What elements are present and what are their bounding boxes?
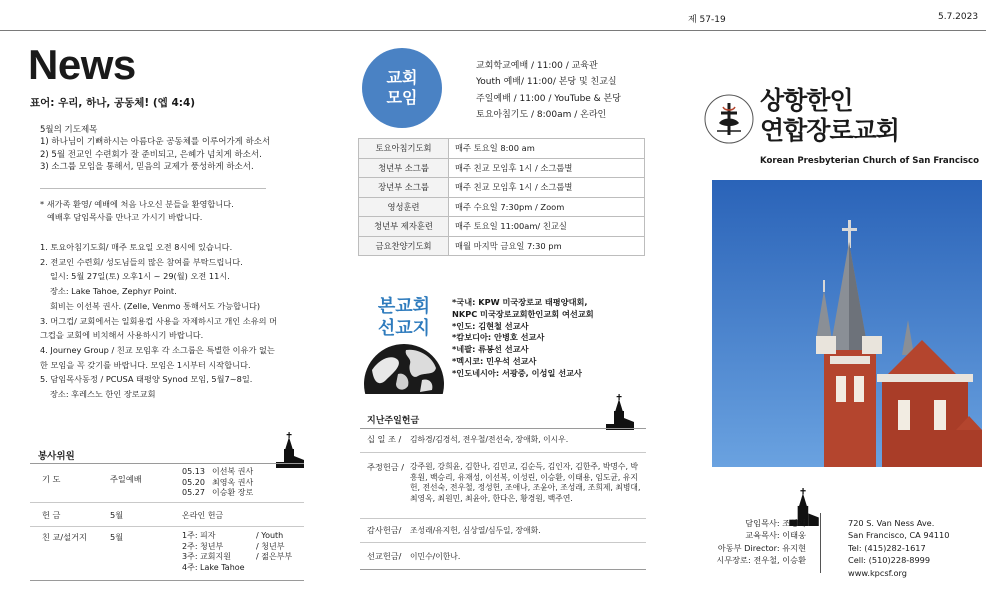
prayer-item: 3) 소그룹 모임을 통해서, 믿음의 교제가 풍성하게 하소서. [40, 162, 254, 172]
mission-item: *캄보디아: 안병호 선교사 [452, 332, 545, 343]
notice-item: 일시: 5월 27일(토) 오후1시 ~ 29(월) 오전 11시. [50, 271, 230, 282]
worship-line: 교회학교예배 / 11:00 / 교육관 [476, 61, 598, 71]
news-motto: 표어: 우리, 하나, 공동체! (엡 4:4) [30, 97, 196, 109]
cell-line: Cell: (510)228-8999 [848, 555, 931, 566]
table-row [359, 236, 645, 256]
schedule-time: 매주 친교 모임후 1시 / 소그룹별 [449, 178, 645, 198]
welcome-line: 예배후 담임목사를 만나고 가시기 바랍니다. [47, 212, 203, 222]
divider [360, 452, 646, 453]
divider [820, 513, 821, 573]
prayer-list [40, 136, 270, 174]
table-row [359, 178, 645, 198]
schedule-time: 매주 수요일 7:30pm / Zoom [449, 197, 645, 217]
welcome-line: * 새가족 환영/ 예배에 처음 나오신 분들을 환영합니다. [40, 199, 234, 209]
offering-names: 이민수/이한나. [410, 552, 461, 561]
schedule-name: 영성훈련 [359, 197, 449, 217]
contact-info [848, 517, 949, 579]
worship-line: 주일예배 / 11:00 / YouTube & 본당 [476, 93, 621, 104]
staff-line: 아동부 Director: 유지현 [717, 542, 806, 553]
schedule-table [358, 138, 645, 256]
phone-line: Tel: (415)282-1617 [848, 542, 926, 553]
mission-item: *인도: 김현철 선교사 [452, 320, 529, 331]
issue-date: 5.7.2023 [938, 12, 979, 22]
schedule-name: 청년부 소그룹 [359, 158, 449, 178]
mission-item: *인도네시아: 서광중, 이성일 선교사 [452, 367, 582, 378]
news-title: News [28, 41, 136, 88]
divider [40, 188, 266, 189]
divider [30, 502, 304, 503]
church-name [760, 86, 899, 146]
notice-item: 그컵을 교회에 비치해서 사용하시기 바랍니다. [40, 330, 204, 341]
offering-label: 선교헌금/ [367, 551, 402, 561]
table-row [359, 158, 645, 178]
fellowship-weeks [182, 531, 245, 573]
offering-names: 강주원, 강희윤, 김한나, 김민교, 김순득, 김인자, 김한주, 박명수, 박흥원, 백승리, 유재성, 이선복, 이성린, 이승환, 이태용, 임도균, 유지헌, 전선숙, 전우철, 정성헌, 조애나, 조윤아, 조성래, 조희제, 최병대, 최영옥, 최원민, 최윤아, 한다은, 황경원, 백주연. [410, 462, 641, 503]
service-label: 헌 금 [42, 510, 61, 520]
church-name-line: 상항한인 [760, 86, 853, 115]
notice-item: 2. 전교인 수련회/ 성도님들의 많은 참여를 부탁드립니다. [40, 256, 243, 267]
service-person: 이선복 권사 [212, 467, 254, 476]
notice-item: 한 모임을 꼭 갖기를 바랍니다. 모임은 1시부터 시작합니다. [40, 359, 251, 370]
notice-item: 장소: 후레스노 한인 장로교회 [50, 389, 156, 400]
notice-item: 3. 머그컵/ 교회에서는 일회용컵 사용을 자제하시고 개인 소유의 머 [40, 315, 278, 326]
fellowship-week-right: / Youth [256, 531, 284, 540]
schedule-time: 매주 친교 모임후 1시 / 소그룹별 [449, 158, 645, 178]
mission-list [452, 297, 594, 380]
website-link[interactable]: www.kpcsf.org [848, 567, 907, 578]
offering-label: 감사헌금/ [367, 525, 402, 535]
church-building-photo [712, 180, 982, 467]
worship-times [476, 58, 621, 123]
staff-list [680, 517, 806, 567]
header-rule [0, 30, 986, 31]
presbyterian-seal-icon [703, 93, 755, 149]
mission-item: *국내: KPW 미국장로교 태평양대회, [452, 297, 588, 307]
schedule-time: 매주 토요일 11:00am/ 친교실 [449, 217, 645, 237]
mission-item: *네팔: 류봉선 선교사 [452, 344, 529, 355]
service-label: 친 교/설거지 [42, 532, 87, 542]
welcome-note [40, 198, 234, 224]
badge-line: 모임 [386, 88, 418, 107]
service-date: 05.20 [182, 477, 205, 487]
prayer-item: 2) 5월 전교인 수련회가 잘 준비되고, 은혜가 넘치게 하소서. [40, 149, 262, 160]
worship-line: Youth 예배/ 11:00/ 본당 및 친교실 [476, 77, 617, 88]
schedule-name: 토요아침기도회 [359, 139, 449, 159]
offering-names: 김하경/김경석, 전우철/전선숙, 장애화, 이시우. [410, 435, 569, 444]
service-date: 05.13 [182, 467, 205, 476]
service-date: 05.27 [182, 488, 205, 497]
divider [360, 569, 646, 570]
service-type: 5월 [110, 532, 124, 542]
service-label: 기 도 [42, 474, 61, 484]
table-row [359, 139, 645, 159]
prayer-title: 5월의 기도제목 [40, 125, 98, 135]
mission-item: *멕시코: 민우석 선교사 [452, 355, 537, 366]
notice-item: 1. 토요아침기도회/ 매주 토요일 오전 8시에 있습니다. [40, 242, 233, 252]
staff-line: 담임목사: 조성래 [745, 518, 806, 528]
table-row [359, 197, 645, 217]
offering-method: 온라인 헌금 [182, 511, 224, 520]
fellowship-week: 3주: 교회지원 [182, 552, 231, 561]
badge-line: 교회 [386, 68, 418, 87]
offering-label: 십 일 조 / [367, 434, 402, 444]
worship-line: 토요아침기도 / 8:00am / 온라인 [476, 109, 607, 120]
schedule-name: 금요찬양기도회 [359, 236, 449, 256]
notice-item: 5. 담임목사동정 / PCUSA 태평양 Synod 모임, 5월7~8일. [40, 374, 253, 385]
divider [360, 428, 646, 429]
schedule-name: 장년부 소그룹 [359, 178, 449, 198]
offering-label: 주정헌금 / [367, 462, 404, 472]
schedule-time: 매주 토요일 8:00 am [449, 139, 645, 159]
prayer-item: 1) 하나님이 기뻐하시는 아름다운 공동체를 이루어가게 하소서 [40, 137, 271, 147]
issue-number: 제 57-19 [688, 15, 726, 25]
church-silhouette-icon [606, 394, 634, 430]
staff-line: 교육목사: 이태웅 [745, 530, 806, 541]
address-line: San Francisco, CA 94110 [848, 530, 950, 541]
offering-title: 지난주일헌금 [367, 416, 420, 426]
notice-item: 회비는 이선복 권사. (Zelle, Venmo 통해서도 가능합니다) [50, 300, 261, 311]
church-name-english: Korean Presbyterian Church of San Francisco [760, 156, 979, 166]
divider [30, 526, 304, 527]
divider [360, 518, 646, 519]
prayer-leaders [212, 467, 253, 499]
service-type: 주일예배 [110, 474, 142, 484]
fellowship-week: 1주: 피자 [182, 531, 216, 540]
fellowship-week: 2주: 청년부 [182, 541, 224, 551]
service-title: 봉사위원 [38, 451, 75, 462]
offering-names: 조성래/유지헌, 심상열/심두일, 장애화. [410, 526, 541, 535]
church-name-line: 연합장로교회 [760, 116, 899, 145]
fellowship-week-right: / 청년부 [256, 541, 285, 551]
staff-line: 시무장로: 전우철, 이승환 [716, 555, 806, 566]
mission-title-line: 본교회 [377, 296, 431, 317]
service-type: 5월 [110, 510, 124, 520]
mission-title [368, 296, 440, 340]
fellowship-dishes [256, 531, 292, 563]
address-line: 720 S. Van Ness Ave. [848, 518, 935, 528]
worship-badge [362, 48, 442, 128]
notice-item: 4. Journey Group / 친교 모임후 각 소그룹은 특별한 이유가 없는 [40, 344, 275, 355]
notice-list [40, 240, 277, 402]
mission-item: NKPC 미국장로교회한인교회 여선교회 [452, 308, 594, 319]
divider [30, 463, 304, 464]
table-row [359, 217, 645, 237]
notice-item: 장소: Lake Tahoe, Zephyr Point. [50, 286, 177, 297]
divider [30, 580, 304, 581]
fellowship-week-right: / 젊은부부 [256, 552, 293, 561]
mission-title-line: 선교지 [377, 318, 431, 339]
service-person: 이승환 장로 [212, 488, 254, 497]
prayer-dates [182, 467, 205, 499]
service-person: 최영옥 권사 [212, 477, 254, 487]
globe-icon [362, 340, 446, 398]
fellowship-week: 4주: Lake Tahoe [182, 562, 245, 572]
schedule-name: 청년부 제자훈련 [359, 217, 449, 237]
divider [360, 542, 646, 543]
schedule-time: 매월 마지막 금요일 7:30 pm [449, 236, 645, 256]
